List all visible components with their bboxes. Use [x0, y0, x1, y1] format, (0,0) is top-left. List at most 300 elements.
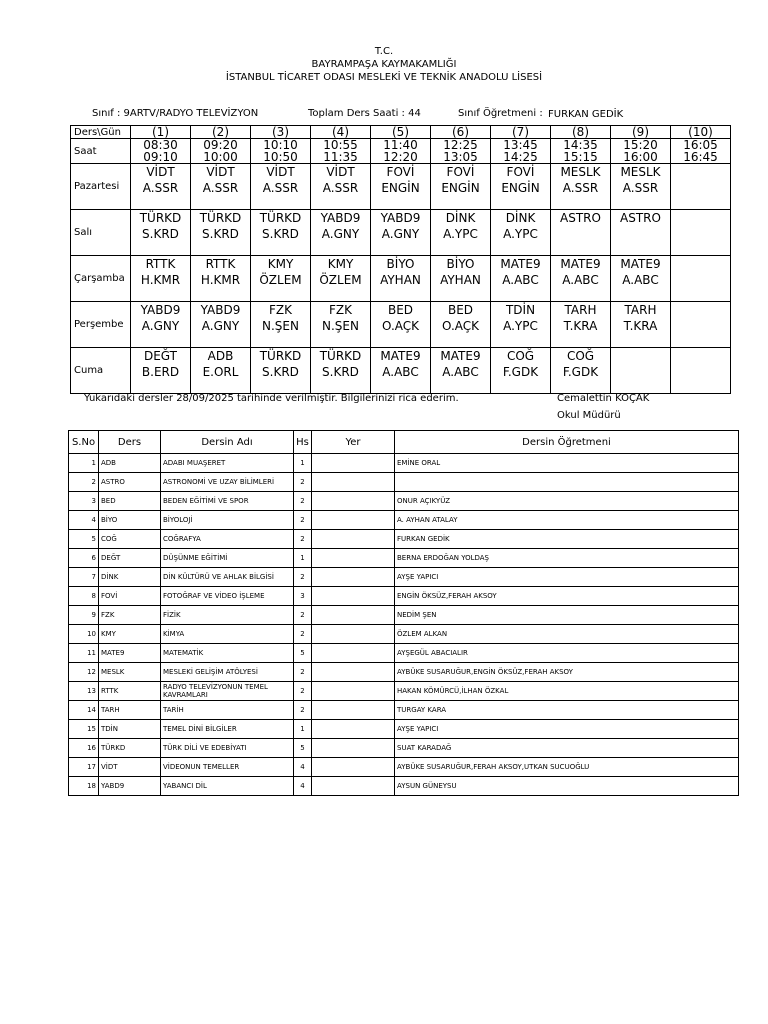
period-end: 16:45: [683, 150, 718, 164]
course-code: BED: [99, 492, 161, 511]
period-end: 12:20: [383, 150, 418, 164]
schedule-cell: [551, 164, 611, 210]
teacher-abbr: AYHAN: [380, 273, 421, 287]
course-code: TDİN: [505, 303, 536, 317]
row-number: 18: [69, 777, 99, 796]
period-time: [311, 139, 371, 164]
schedule-cell: [431, 302, 491, 348]
teacher-abbr: A.GNY: [141, 319, 180, 333]
footer-note: Yukarıdaki dersler 28/09/2025 tarihinde verilmiştir. Bilgilerinizi rica ederim.: [84, 393, 459, 404]
location: [312, 492, 395, 511]
schedule-cell: [191, 256, 251, 302]
period-end: 10:00: [203, 150, 238, 164]
course-code: ASTRO: [99, 473, 161, 492]
period-number: (5): [371, 126, 431, 139]
course-code: COĞ: [99, 530, 161, 549]
total-hours-label: Toplam Ders Saati : 44: [308, 108, 421, 119]
weekly-hours: 3: [294, 587, 312, 606]
course-teacher: BERNA ERDOĞAN YOLDAŞ: [395, 549, 739, 568]
weekly-hours: 2: [294, 530, 312, 549]
row-number: 10: [69, 625, 99, 644]
schedule-cell: [491, 256, 551, 302]
period-end: 15:15: [563, 150, 598, 164]
course-code: DİNK: [445, 211, 476, 225]
period-number: (3): [251, 126, 311, 139]
row-number: 6: [69, 549, 99, 568]
course-code: COĞ: [506, 349, 535, 363]
location: [312, 758, 395, 777]
schedule-cell: [191, 348, 251, 394]
row-number: 9: [69, 606, 99, 625]
course-code: TÜRKD: [99, 739, 161, 758]
schedule-cell: [431, 210, 491, 256]
location: [312, 530, 395, 549]
teacher-abbr: AYHAN: [440, 273, 481, 287]
teacher-abbr: F.GDK: [562, 365, 599, 379]
course-code: KMY: [267, 257, 294, 271]
schedule-cell: [251, 348, 311, 394]
header-line-3: İSTANBUL TİCARET ODASI MESLEKİ VE TEKNİK ANADOLU LİSESİ: [225, 72, 543, 83]
schedule-cell: [131, 302, 191, 348]
course-name: BİYOLOJİ: [161, 511, 294, 530]
schedule-cell: [671, 302, 731, 348]
day-name: Salı: [71, 210, 131, 256]
course-code: BİYO: [386, 257, 415, 271]
course-code: RTTK: [205, 257, 236, 271]
teacher-abbr: A.GNY: [321, 227, 360, 241]
course-list-row: [69, 606, 739, 625]
weekly-hours: 2: [294, 511, 312, 530]
schedule-cell: [131, 164, 191, 210]
location: [312, 549, 395, 568]
schedule-period-row: [71, 126, 731, 139]
course-teacher: ONUR AÇIKYÜZ: [395, 492, 739, 511]
course-code: KMY: [327, 257, 354, 271]
course-list-row: [69, 530, 739, 549]
location: [312, 587, 395, 606]
row-number: 15: [69, 720, 99, 739]
course-code: VİDT: [146, 165, 175, 179]
course-list-row: [69, 720, 739, 739]
teacher-abbr: A.ABC: [502, 273, 539, 287]
course-code: FOVİ: [386, 165, 415, 179]
period-time: [491, 139, 551, 164]
course-code: TÜRKD: [139, 211, 182, 225]
day-name: Pazartesi: [71, 164, 131, 210]
teacher-abbr: O.AÇK: [381, 319, 420, 333]
course-code: VİDT: [266, 165, 295, 179]
row-number: 2: [69, 473, 99, 492]
period-start: 14:35: [563, 138, 598, 152]
teacher-abbr: F.GDK: [502, 365, 539, 379]
teacher-abbr: T.KRA: [563, 319, 598, 333]
teacher-abbr: A.GNY: [201, 319, 240, 333]
course-name: FOTOĞRAF VE VİDEO İŞLEME: [161, 587, 294, 606]
period-end: 09:10: [143, 150, 178, 164]
course-code: MATE9: [440, 349, 481, 363]
teacher-abbr: S.KRD: [322, 365, 359, 379]
course-code: TÜRKD: [199, 211, 242, 225]
course-code: YABD9: [200, 303, 241, 317]
row-number: 17: [69, 758, 99, 777]
period-number: (2): [191, 126, 251, 139]
header-ders: Ders: [99, 431, 161, 454]
location: [312, 682, 395, 701]
course-teacher: AYSUN GÜNEYSU: [395, 777, 739, 796]
course-code: ASTRO: [620, 211, 661, 225]
schedule-cell: [491, 164, 551, 210]
weekly-hours: 2: [294, 606, 312, 625]
schedule-day-row: [71, 348, 731, 394]
location: [312, 663, 395, 682]
course-name: YABANCI DİL: [161, 777, 294, 796]
day-name: Çarşamba: [71, 256, 131, 302]
schedule-cell: [431, 164, 491, 210]
schedule-time-row: [71, 139, 731, 164]
location: [312, 625, 395, 644]
teacher-abbr: ENGİN: [441, 181, 480, 195]
schedule-cell: [611, 302, 671, 348]
course-name: MESLEKİ GELİŞİM ATÖLYESİ: [161, 663, 294, 682]
teacher-abbr: N.ŞEN: [262, 319, 299, 333]
course-teacher: AYŞEGÜL ABACIALIR: [395, 644, 739, 663]
location: [312, 568, 395, 587]
schedule-cell: [611, 164, 671, 210]
course-list-header-row: [69, 431, 739, 454]
course-teacher: AYBÜKE SUSARUĞUR,FERAH AKSOY,UTKAN SUCUOĞLU: [395, 758, 739, 777]
teacher-abbr: A.SSR: [262, 181, 299, 195]
period-end: 13:05: [443, 150, 478, 164]
course-code: YABD9: [380, 211, 421, 225]
course-code: MATE9: [99, 644, 161, 663]
weekly-hours: 4: [294, 758, 312, 777]
schedule-cell: [551, 348, 611, 394]
period-time: [671, 139, 731, 164]
location: [312, 644, 395, 663]
period-number: (10): [671, 126, 731, 139]
teacher-abbr: A.SSR: [142, 181, 179, 195]
course-code: FOVİ: [446, 165, 475, 179]
course-code: MATE9: [620, 257, 661, 271]
location: [312, 720, 395, 739]
course-code: TARH: [564, 303, 597, 317]
teacher-abbr: A.YPC: [443, 227, 478, 241]
teacher-abbr: O.AÇK: [441, 319, 480, 333]
course-teacher: EMİNE ORAL: [395, 454, 739, 473]
teacher-abbr: A.YPC: [503, 319, 538, 333]
period-number: (6): [431, 126, 491, 139]
class-teacher-name: FURKAN GEDİK: [548, 109, 624, 120]
course-code: FZK: [99, 606, 161, 625]
schedule-cell: [371, 164, 431, 210]
teacher-abbr: ÖZLEM: [259, 273, 302, 287]
teacher-abbr: A.SSR: [322, 181, 359, 195]
schedule-day-row: [71, 302, 731, 348]
schedule-cell: [671, 164, 731, 210]
schedule-cell: [371, 210, 431, 256]
course-code: RTTK: [99, 682, 161, 701]
course-code: BED: [447, 303, 474, 317]
course-list-row: [69, 473, 739, 492]
day-name: Cuma: [71, 348, 131, 394]
teacher-abbr: A.SSR: [622, 181, 659, 195]
period-start: 08:30: [143, 138, 178, 152]
course-code: DEĞT: [143, 349, 178, 363]
location: [312, 473, 395, 492]
schedule-cell: [491, 302, 551, 348]
schedule-cell: [551, 256, 611, 302]
teacher-abbr: A.YPC: [503, 227, 538, 241]
period-number: (9): [611, 126, 671, 139]
row-number: 13: [69, 682, 99, 701]
course-teacher: ÖZLEM ALKAN: [395, 625, 739, 644]
header-yer: Yer: [312, 431, 395, 454]
teacher-abbr: B.ERD: [141, 365, 180, 379]
course-code: ADB: [207, 349, 234, 363]
row-number: 16: [69, 739, 99, 758]
location: [312, 739, 395, 758]
course-name: TARİH: [161, 701, 294, 720]
course-name: COĞRAFYA: [161, 530, 294, 549]
teacher-abbr: ENGİN: [381, 181, 420, 195]
schedule-cell: [251, 302, 311, 348]
row-number: 8: [69, 587, 99, 606]
teacher-abbr: H.KMR: [200, 273, 241, 287]
schedule-cell: [311, 210, 371, 256]
course-name: VİDEONUN TEMELLER: [161, 758, 294, 777]
course-name: FİZİK: [161, 606, 294, 625]
row-number: 11: [69, 644, 99, 663]
header-line-2: BAYRAMPAŞA KAYMAKAMLIĞI: [311, 59, 457, 70]
school-header: [0, 45, 768, 84]
weekly-hours: 1: [294, 720, 312, 739]
schedule-day-row: [71, 256, 731, 302]
principal-name: Cemalettin KOÇAK: [557, 393, 650, 404]
course-code: FOVİ: [506, 165, 535, 179]
course-teacher: ENGİN ÖKSÜZ,FERAH AKSOY: [395, 587, 739, 606]
course-name: ADABI MUAŞERET: [161, 454, 294, 473]
teacher-abbr: A.SSR: [202, 181, 239, 195]
schedule-cell: [671, 348, 731, 394]
course-code: ASTRO: [560, 211, 601, 225]
teacher-abbr: A.ABC: [382, 365, 419, 379]
schedule-cell: [671, 210, 731, 256]
course-code: COĞ: [566, 349, 595, 363]
schedule-day-row: [71, 210, 731, 256]
course-code: KMY: [99, 625, 161, 644]
course-code: BİYO: [446, 257, 475, 271]
teacher-abbr: S.KRD: [262, 365, 299, 379]
course-name: TEMEL DİNİ BİLGİLER: [161, 720, 294, 739]
teacher-abbr: H.KMR: [140, 273, 181, 287]
teacher-abbr: S.KRD: [262, 227, 299, 241]
schedule-corner: Ders\Gün: [71, 126, 131, 139]
course-code: YABD9: [99, 777, 161, 796]
row-number: 12: [69, 663, 99, 682]
schedule-cell: [611, 256, 671, 302]
course-list-row: [69, 682, 739, 701]
course-list-row: [69, 644, 739, 663]
course-code: DİNK: [505, 211, 536, 225]
course-code: YABD9: [320, 211, 361, 225]
period-end: 11:35: [323, 150, 358, 164]
course-teacher: AYŞE YAPICI: [395, 568, 739, 587]
course-name: DÜŞÜNME EĞİTİMİ: [161, 549, 294, 568]
course-teacher: AYBÜKE SUSARUĞUR,ENGİN ÖKSÜZ,FERAH AKSOY: [395, 663, 739, 682]
course-code: TÜRKD: [319, 349, 362, 363]
course-list-row: [69, 663, 739, 682]
schedule-cell: [371, 348, 431, 394]
course-code: BED: [387, 303, 414, 317]
course-teacher: FURKAN GEDİK: [395, 530, 739, 549]
class-label: Sınıf : 9ARTV/RADYO TELEVİZYON: [92, 108, 259, 119]
period-start: 15:20: [623, 138, 658, 152]
period-start: 12:25: [443, 138, 478, 152]
row-number: 4: [69, 511, 99, 530]
location: [312, 777, 395, 796]
schedule-cell: [131, 210, 191, 256]
schedule-cell: [251, 164, 311, 210]
course-list-row: [69, 587, 739, 606]
course-list-row: [69, 492, 739, 511]
course-teacher: [395, 473, 739, 492]
schedule-cell: [251, 256, 311, 302]
schedule-cell: [191, 210, 251, 256]
period-end: 16:00: [623, 150, 658, 164]
course-code: VİDT: [99, 758, 161, 777]
course-code: MESLK: [620, 165, 661, 179]
weekly-hours: 4: [294, 777, 312, 796]
schedule-cell: [371, 256, 431, 302]
course-list-row: [69, 454, 739, 473]
course-code: DİNK: [99, 568, 161, 587]
teacher-abbr: A.ABC: [562, 273, 599, 287]
weekly-hours: 5: [294, 739, 312, 758]
saat-label: Saat: [71, 139, 131, 164]
weekly-hours: 2: [294, 568, 312, 587]
period-end: 10:50: [263, 150, 298, 164]
teacher-abbr: A.ABC: [622, 273, 659, 287]
course-code: VİDT: [326, 165, 355, 179]
header-line-1: T.C.: [374, 46, 394, 57]
period-start: 10:10: [263, 138, 298, 152]
period-start: 13:45: [503, 138, 538, 152]
teacher-abbr: ÖZLEM: [319, 273, 362, 287]
schedule-cell: [431, 348, 491, 394]
header-dersin-adi: Dersin Adı: [161, 431, 294, 454]
course-code: FZK: [329, 303, 352, 317]
schedule-cell: [311, 256, 371, 302]
schedule-cell: [311, 302, 371, 348]
schedule-cell: [611, 210, 671, 256]
course-code: DEĞT: [99, 549, 161, 568]
course-name: MATEMATİK: [161, 644, 294, 663]
teacher-abbr: S.KRD: [202, 227, 239, 241]
course-list-row: [69, 777, 739, 796]
weekly-hours: 2: [294, 682, 312, 701]
schedule-cell: [371, 302, 431, 348]
course-code: FZK: [269, 303, 292, 317]
day-name: Perşembe: [71, 302, 131, 348]
teacher-abbr: A.ABC: [442, 365, 479, 379]
period-time: [371, 139, 431, 164]
course-name: RADYO TELEVİZYONUN TEMEL KAVRAMLARI: [161, 682, 294, 701]
schedule-cell: [431, 256, 491, 302]
course-code: FOVİ: [99, 587, 161, 606]
row-number: 1: [69, 454, 99, 473]
course-name: KİMYA: [161, 625, 294, 644]
schedule-cell: [551, 302, 611, 348]
course-teacher: SUAT KARADAĞ: [395, 739, 739, 758]
course-list-row: [69, 625, 739, 644]
course-list-row: [69, 758, 739, 777]
course-teacher: AYŞE YAPICI: [395, 720, 739, 739]
teacher-abbr: E.ORL: [202, 365, 239, 379]
period-end: 14:25: [503, 150, 538, 164]
teacher-abbr: N.ŞEN: [322, 319, 359, 333]
schedule-cell: [191, 302, 251, 348]
location: [312, 454, 395, 473]
course-code: BİYO: [99, 511, 161, 530]
schedule-cell: [251, 210, 311, 256]
period-start: 16:05: [683, 138, 718, 152]
course-teacher: HAKAN KÖMÜRCÜ,İLHAN ÖZKAL: [395, 682, 739, 701]
weekly-hours: 5: [294, 644, 312, 663]
schedule-cell: [551, 210, 611, 256]
course-code: TARH: [624, 303, 657, 317]
schedule-cell: [191, 164, 251, 210]
course-name: ASTRONOMİ VE UZAY BİLİMLERİ: [161, 473, 294, 492]
row-number: 7: [69, 568, 99, 587]
schedule-cell: [491, 210, 551, 256]
course-code: MATE9: [500, 257, 541, 271]
schedule-cell: [131, 348, 191, 394]
schedule-cell: [611, 348, 671, 394]
weekly-hours: 1: [294, 549, 312, 568]
course-code: MESLK: [560, 165, 601, 179]
course-list-row: [69, 701, 739, 720]
period-number: (1): [131, 126, 191, 139]
course-list-row: [69, 739, 739, 758]
row-number: 14: [69, 701, 99, 720]
course-code: TÜRKD: [259, 349, 302, 363]
teacher-abbr: ENGİN: [501, 181, 540, 195]
course-code: TÜRKD: [259, 211, 302, 225]
course-code: MATE9: [380, 349, 421, 363]
period-time: [131, 139, 191, 164]
weekly-hours: 2: [294, 625, 312, 644]
header-sno: S.No: [69, 431, 99, 454]
course-name: DİN KÜLTÜRÜ VE AHLAK BİLGİSİ: [161, 568, 294, 587]
course-list-table: [68, 430, 739, 796]
header-teacher: Dersin Öğretmeni: [395, 431, 739, 454]
weekly-hours: 2: [294, 492, 312, 511]
weekly-hours: 1: [294, 454, 312, 473]
course-code: MATE9: [560, 257, 601, 271]
period-number: (4): [311, 126, 371, 139]
course-code: TDİN: [99, 720, 161, 739]
course-name: TÜRK DİLİ VE EDEBİYATI: [161, 739, 294, 758]
schedule-day-row: [71, 164, 731, 210]
period-start: 09:20: [203, 138, 238, 152]
period-start: 10:55: [323, 138, 358, 152]
course-teacher: TURGAY KARA: [395, 701, 739, 720]
header-hs: Hs: [294, 431, 312, 454]
schedule-cell: [311, 348, 371, 394]
course-code: VİDT: [206, 165, 235, 179]
schedule-cell: [311, 164, 371, 210]
period-time: [431, 139, 491, 164]
